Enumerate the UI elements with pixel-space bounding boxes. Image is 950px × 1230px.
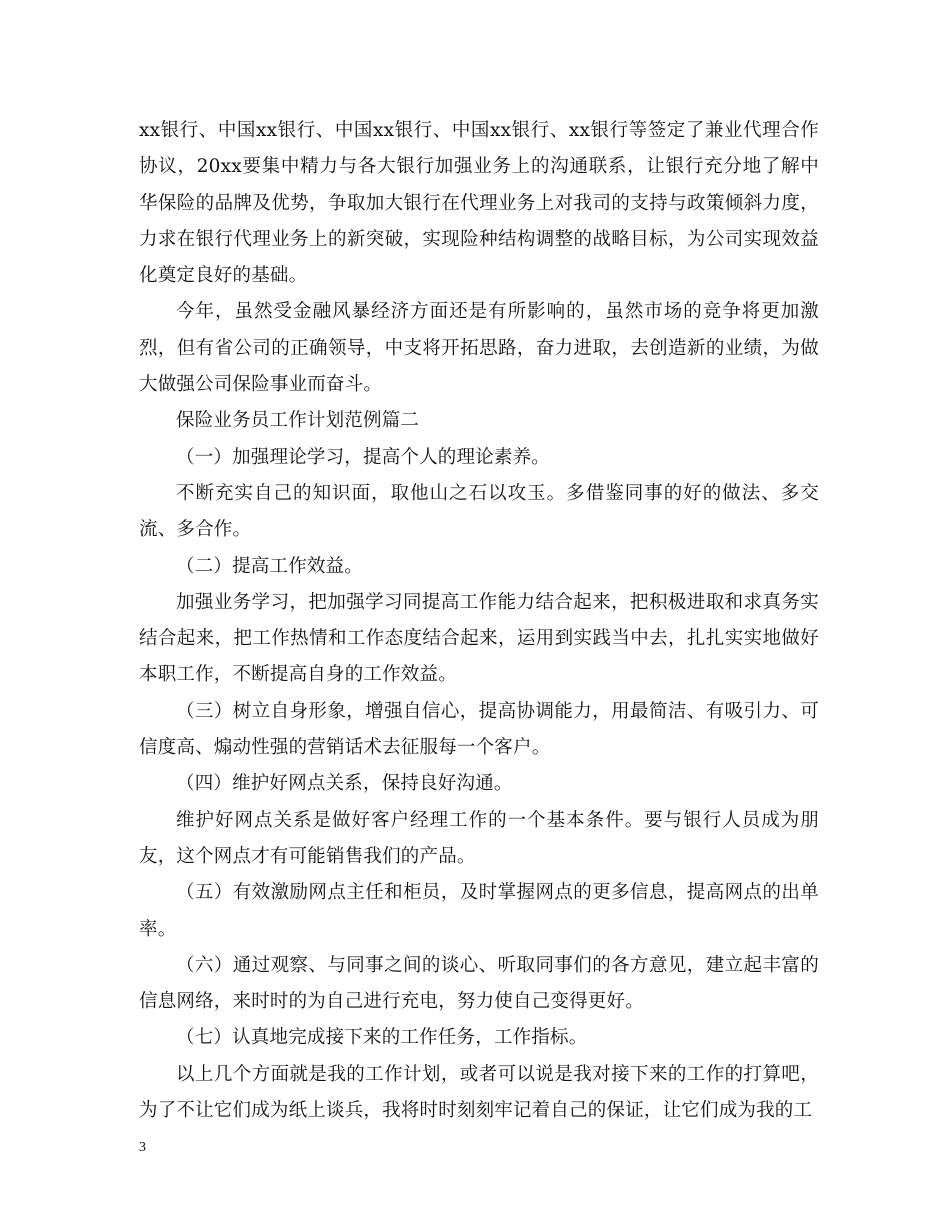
list-item-5: （五）有效激励网点主任和柜员，及时掌握网点的更多信息，提高网点的出单率。 (139, 882, 819, 940)
section-title: 保险业务员工作计划范例篇二 (176, 410, 420, 432)
list-item-1: （一）加强理论学习，提高个人的理论素养。 (176, 446, 551, 468)
page-number: 3 (139, 1140, 146, 1155)
list-item-3: （三）树立自身形象，增强自信心，提高协调能力，用最简洁、有吸引力、可信度高、煽动性强的营销话术去征服每一个客户。 (139, 700, 819, 759)
paragraph-conclusion: 以上几个方面就是我的工作计划，或者可以说是我对接下来的工作的打算吧，为了不让它们成为纸上谈兵，我将时时刻刻牢记着自己的保证，让它们成为我的工 (139, 1063, 819, 1122)
list-item-6: （六）通过观察、与同事之间的谈心、听取同事们的各方意见，建立起丰富的信息网络，来时时的为自己进行充电，努力使自己变得更好。 (139, 954, 819, 1013)
paragraph-this-year: 今年，虽然受金融风暴经济方面还是有所影响的，虽然市场的竞争将更加激烈，但有省公司的正确领导，中支将开拓思路，奋力进取，去创造新的业绩，为做大做强公司保险事业而奋斗。 (139, 301, 819, 396)
list-item-7: （七）认真地完成接下来的工作任务，工作指标。 (176, 1027, 588, 1049)
paragraph-business-study: 加强业务学习，把加强学习同提高工作能力结合起来，把积极进取和求真务实结合起来，把工作热情和工作态度结合起来，运用到实践当中去，扎扎实实地做好本职工作，不断提高自身的工作效益。 (139, 591, 819, 686)
paragraph-branch-relations: 维护好网点关系是做好客户经理工作的一个基本条件。要与银行人员成为朋友，这个网点才有可能销售我们的产品。 (139, 809, 819, 867)
paragraph-bank-agreements: xx银行、中国xx银行、中国xx银行、中国xx银行、xx银行等签定了兼业代理合作协议，20xx要集中精力与各大银行加强业务上的沟通联系，让银行充分地了解中华保险的品牌及优势，争取加大银行在代理业务上对我司的支持与政策倾斜力度，力求在银行代理业务上的新突破，实现险种结构调整的战略目标，为公司实现效益化奠定良好的基础。 (139, 120, 819, 287)
list-item-2: （二）提高工作效益。 (176, 555, 364, 577)
list-item-4: （四）维护好网点关系，保持良好沟通。 (176, 773, 513, 795)
document-body (139, 113, 819, 1129)
paragraph-knowledge: 不断充实自己的知识面，取他山之石以攻玉。多借鉴同事的好的做法、多交流、多合作。 (139, 482, 819, 541)
